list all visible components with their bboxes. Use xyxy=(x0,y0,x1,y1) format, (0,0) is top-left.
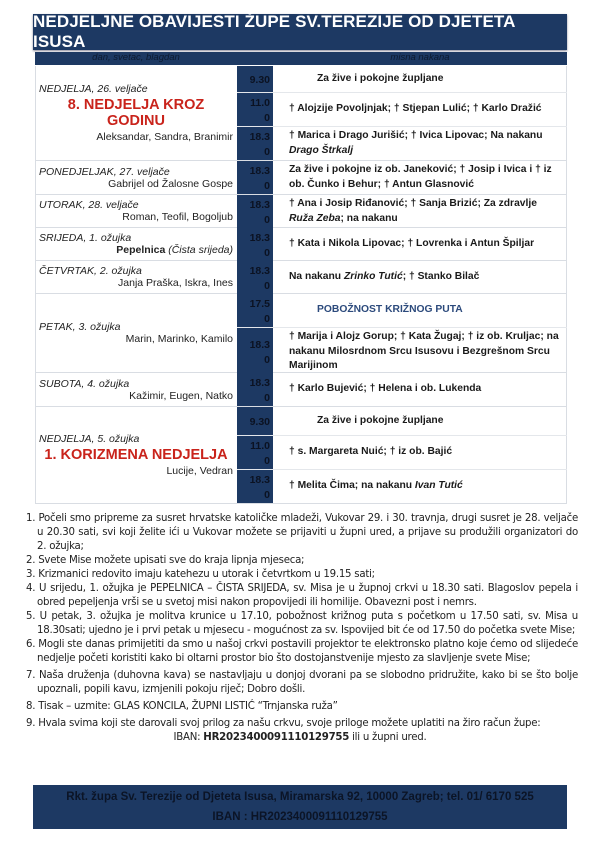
day-row xyxy=(35,294,567,373)
day-info xyxy=(35,195,237,227)
intention-segment: † Kata i Nikola Lipovac; † Lovrenka i Antun Špiljar xyxy=(289,238,535,250)
mass-time: 18.30 xyxy=(237,161,273,194)
day-info xyxy=(35,373,237,406)
masses xyxy=(237,261,567,293)
saints-names xyxy=(39,244,233,256)
intention-segment: POBOŽNOST KRIŽNOG PUTA xyxy=(317,304,463,316)
intention-text xyxy=(289,382,481,397)
day-name: SUBOTA, 4. ožujka xyxy=(39,377,130,390)
mass-time: 11.00 xyxy=(237,93,273,126)
announcements xyxy=(22,512,578,745)
mass-row xyxy=(237,127,567,160)
intention-segment: † s. Margareta Nuić; † iz ob. Bajić xyxy=(289,446,453,458)
intention-text xyxy=(289,237,534,252)
day-name: PONEDJELJAK, 27. veljače xyxy=(39,165,170,178)
intention-segment: Za žive i pokojne župljane xyxy=(317,414,444,426)
mass-row xyxy=(237,93,567,127)
header-intention: misna nakana xyxy=(390,52,450,63)
saints-names: Marin, Marinko, Kamilo xyxy=(125,333,233,345)
masses xyxy=(237,66,567,160)
intention-text xyxy=(289,163,560,192)
mass-time: 18.30 xyxy=(237,261,273,294)
announcement-item: 2. Svete Mise možete upisati sve do kraja lipnja mjeseca; xyxy=(26,555,305,566)
mass-time: 18.30 xyxy=(237,470,273,503)
mass-intention xyxy=(273,373,567,406)
mass-time: 18.30 xyxy=(237,195,273,228)
mass-row xyxy=(237,407,567,436)
day-name: ČETVRTAK, 2. ožujka xyxy=(39,265,142,277)
mass-intention xyxy=(273,407,567,435)
intention-text xyxy=(289,270,479,285)
masses xyxy=(237,195,567,227)
mass-time: 18.30 xyxy=(237,328,273,376)
intention-text xyxy=(289,197,560,226)
iban-prefix: IBAN: xyxy=(173,732,204,743)
announcement-item: 1. Počeli smo pripreme za susret hrvatske katoličke mladeži, Vukovar 29. i 30. travnja, drugi susret je 28. veljače u 20.30 sati, svi koji želite ići u Vukovar možete se prijaviti u župni ured, a prijave su produžili organizatori do 2. ožujka; xyxy=(26,513,578,552)
mass-intention xyxy=(273,195,567,228)
day-info xyxy=(35,294,237,372)
intention-text xyxy=(289,445,452,460)
mass-row xyxy=(237,328,567,376)
intention-segment: † Ana i Josip Riđanović; † Sanja Brizić; Za zdravlje xyxy=(289,198,537,209)
intention-text xyxy=(317,303,463,318)
masses xyxy=(237,161,567,194)
mass-row xyxy=(237,436,567,470)
day-name: PETAK, 3. ožujka xyxy=(39,321,121,333)
masses xyxy=(237,228,567,260)
footer-address: Rkt. župa Sv. Terezije od Djeteta Isusa, Miramarska 92, 10000 Zagreb; tel. 01/ 6170 525 xyxy=(66,791,534,803)
day-name: NEDJELJA, 5. ožujka xyxy=(39,433,140,445)
intention-segment: Za žive i pokojne iz ob. Janeković; † Josip i Ivica i † iz ob. Čunko i Behur; † Antun Glasnović xyxy=(289,164,552,190)
day-row xyxy=(35,261,567,294)
day-name: UTORAK, 28. veljače xyxy=(39,199,139,211)
intention-text xyxy=(289,330,560,374)
saints-names: Aleksandar, Sandra, Branimir xyxy=(96,131,233,143)
saints-names: Roman, Teofil, Bogoljub xyxy=(122,211,233,223)
mass-intention xyxy=(273,328,567,376)
intention-name: Ivan Tutić xyxy=(414,480,463,492)
mass-schedule-table xyxy=(35,66,567,504)
mass-row xyxy=(237,161,567,194)
footer xyxy=(33,785,567,829)
mass-intention xyxy=(273,261,567,294)
iban-line xyxy=(22,731,578,745)
day-row xyxy=(35,195,567,228)
header-day: dan, svetac, blagdan xyxy=(92,52,180,63)
announcement-item: 9. Hvala svima koji ste darovali svoj prilog za našu crkvu, svoje priloge možete uplatiti na žiro račun župe: xyxy=(26,718,541,729)
mass-time: 11.00 xyxy=(237,436,273,469)
mass-row xyxy=(237,294,567,328)
iban-suffix: ili u župni ured. xyxy=(349,732,427,743)
masses xyxy=(237,373,567,406)
intention-name: Drago Štrkalj xyxy=(289,144,354,156)
mass-row xyxy=(237,66,567,93)
intention-segment: ; † Stanko Bilač xyxy=(402,271,480,283)
saints-names: Lucije, Vedran xyxy=(166,465,233,477)
iban-number: HR2023400091110129755 xyxy=(203,732,350,743)
masses xyxy=(237,294,567,372)
mass-intention xyxy=(273,161,567,194)
header-time xyxy=(237,52,273,65)
saints-names: Gabrijel od Žalosne Gospe xyxy=(108,177,233,190)
mass-intention xyxy=(273,436,567,469)
mass-time: 9.30 xyxy=(237,407,273,435)
day-info xyxy=(35,407,237,503)
intention-segment: Za žive i pokojne župljane xyxy=(317,72,444,84)
mass-intention xyxy=(273,93,567,126)
saints-names: Kažimir, Eugen, Natko xyxy=(129,389,233,402)
masses xyxy=(237,407,567,503)
feast-note: (Čista srijeda) xyxy=(165,244,233,256)
mass-intention xyxy=(273,127,567,160)
announcement-item: 8. Tisak – uzmite: GLAS KONCILA, ŽUPNI LISTIĆ “Trnjanska ruža” xyxy=(26,701,338,712)
announcement-item: 4. U srijedu, 1. ožujka je PEPELNICA – ČISTA SRIJEDA, sv. Misa je u župnoj crkvi u 18.30 sati. Blagoslov pepela i obred pepeljenja vrši se u svetoj misi nakon propovijedi ili homilije. Obavezni post i nemrs. xyxy=(26,583,578,608)
announcement-item: 7. Naša druženja (duhovna kava) se nastavljaju u donjoj dvorani pa se slobodno pridružite, kako bi se što bolje upoznali, popili kavu, izmjenili pokoju riječ; Dobro došli. xyxy=(26,670,578,695)
intention-segment: † Melita Čima; na nakanu xyxy=(289,480,415,492)
announcement-item: 5. U petak, 3. ožujka je molitva krunice u 17.10, pobožnost križnog puta s početkom u 17.50 sati, sv. Misa u 18.30sati; ujedno je i prvi petak u mjesecu - mogućnost za sv. Ispovijed bit će od 17.50 do početka svete Mise; xyxy=(26,611,578,636)
announcement-item: 3. Krizmanici redovito imaju katehezu u utorak i četvrtkom u 19.15 sati; xyxy=(26,569,375,580)
feast-title: 8. NEDJELJA KROZ GODINU xyxy=(67,97,205,129)
mass-time: 18.30 xyxy=(237,373,273,406)
day-row xyxy=(35,373,567,407)
intention-text xyxy=(289,479,463,494)
day-row xyxy=(35,407,567,504)
intention-segment: Na nakanu xyxy=(289,271,344,283)
intention-segment: ; na nakanu xyxy=(340,212,398,224)
mass-intention xyxy=(273,66,567,92)
feast-name: Pepelnica xyxy=(116,244,166,256)
mass-intention xyxy=(273,228,567,261)
day-row xyxy=(35,228,567,261)
day-info xyxy=(35,261,237,293)
announcement-item: 6. Mogli ste danas primijetiti da smo u našoj crkvi postavili projektor te elektronsko platno koje ćemo od slijedeće nedjelje početi koristiti kako bi oltarni prostor bio što dostojanstvenije mjesto za slavljenje svete Mise; xyxy=(26,639,578,664)
saints-names: Janja Praška, Iskra, Ines xyxy=(118,277,233,289)
intention-text xyxy=(317,72,443,87)
mass-intention xyxy=(273,294,567,327)
intention-text xyxy=(289,129,560,158)
table-header xyxy=(35,52,567,65)
intention-text xyxy=(289,102,542,117)
day-row xyxy=(35,66,567,161)
day-info xyxy=(35,228,237,260)
intention-segment: † Marija i Alojz Gorup; † Kata Žugaj; † iz ob. Kruljac; na nakanu Milosrdnom Srcu Isusovu i Bezgrešnom Srcu Marijinom xyxy=(289,331,559,371)
day-name: SRIJEDA, 1. ožujka xyxy=(39,232,132,244)
intention-text xyxy=(317,414,443,429)
mass-row xyxy=(237,195,567,228)
mass-intention xyxy=(273,470,567,503)
mass-time: 9.30 xyxy=(237,66,273,92)
day-name: NEDJELJA, 26. veljače xyxy=(39,83,148,95)
intention-segment: † Marica i Drago Jurišić; † Ivica Lipovac; Na nakanu xyxy=(289,130,543,141)
intention-segment: † Karlo Bujević; † Helena i ob. Lukenda xyxy=(289,383,482,395)
intention-name: Zrinko Tutić xyxy=(343,271,403,283)
mass-time: 18.30 xyxy=(237,228,273,261)
mass-row xyxy=(237,470,567,503)
intention-segment: † Alojzije Povoljnjak; † Stjepan Lulić; † Karlo Dražić xyxy=(289,103,542,115)
feast-title: 1. KORIZMENA NEDJELJA xyxy=(44,447,228,463)
page-title: NEDJELJNE OBAVIJESTI ŽUPE SV.TEREZIJE OD DJETETA ISUSA xyxy=(33,14,567,50)
mass-row xyxy=(237,261,567,294)
day-info xyxy=(35,161,237,194)
day-row xyxy=(35,161,567,195)
mass-row xyxy=(237,228,567,261)
mass-time: 17.50 xyxy=(237,294,273,327)
intention-name: Ruža Zeba xyxy=(289,212,341,224)
mass-time: 18.30 xyxy=(237,127,273,160)
day-info xyxy=(35,66,237,160)
footer-iban: IBAN : HR2023400091110129755 xyxy=(212,811,388,823)
mass-row xyxy=(237,373,567,406)
